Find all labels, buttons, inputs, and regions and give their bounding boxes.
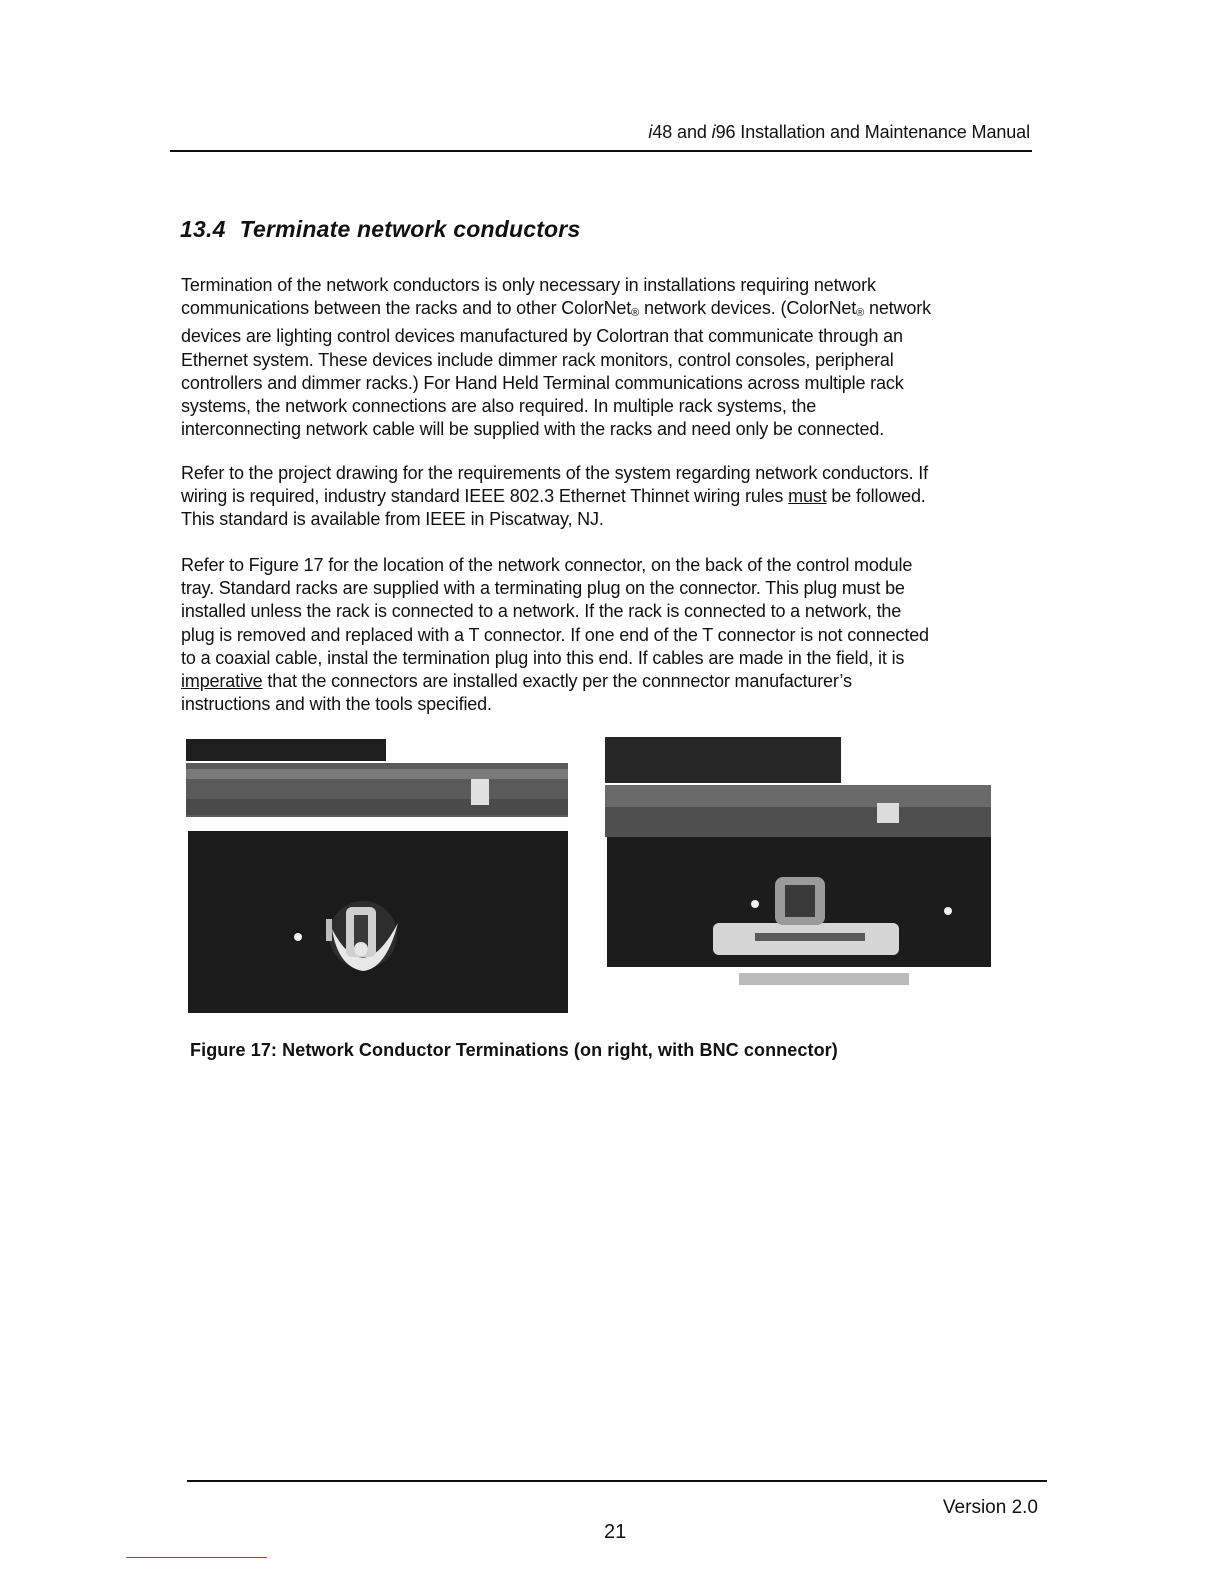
paragraph-termination	[181, 274, 1031, 441]
p3-line: Refer to Figure 17 for the location of the network connector, on the back of the control module	[181, 555, 913, 575]
p2-text: be followed.	[826, 486, 926, 507]
p3-line: instructions and with the tools specified.	[181, 694, 492, 715]
p1-text: communications between the racks and to other ColorNet	[181, 298, 632, 319]
p1-text: network	[864, 298, 931, 319]
version-label: Version 2.0	[942, 1497, 1038, 1518]
p3-text: that the connectors are installed exactly per the connnector manufacturer’s	[262, 671, 852, 692]
p1-line: controllers and dimmer racks.) For Hand Held Terminal communications across multiple rack	[181, 372, 904, 393]
p1-line	[181, 297, 1031, 325]
photo-right-image	[605, 737, 993, 999]
p1-line: interconnecting network cable will be supplied with the racks and need only be connected.	[181, 419, 885, 440]
header-i-1: i	[648, 122, 653, 142]
photo-terminating-plug	[186, 739, 570, 1013]
section-number: 13.4	[180, 216, 226, 242]
figure-caption: Figure 17: Network Conductor Terminations (on right, with BNC connector)	[190, 1040, 838, 1060]
page-number: 21	[604, 1521, 627, 1543]
paragraph-project-drawing	[181, 462, 1031, 532]
p1-line: devices are lighting control devices manufactured by Colortran that communicate through an	[181, 326, 903, 347]
registered-mark: ®	[631, 307, 640, 320]
p3-line	[181, 670, 1031, 693]
p2-line: This standard is available from IEEE in Piscatway, NJ.	[181, 509, 604, 530]
p2-line: Refer to the project drawing for the requirements of the system regarding network conductors. If	[181, 463, 928, 483]
p1-line: Termination of the network conductors is only necessary in installations requiring network	[181, 275, 876, 295]
p3-line: installed unless the rack is connected to a network. If the rack is connected to a network, the	[181, 601, 902, 622]
p2-text: wiring is required, industry standard IEEE 802.3 Ethernet Thinnet wiring rules	[181, 486, 789, 507]
p1-text: network devices. (ColorNet	[639, 298, 857, 319]
section-title: Terminate network conductors	[239, 216, 581, 242]
photo-left-image	[186, 739, 570, 1013]
p2-line	[181, 485, 1031, 508]
paragraph-figure-reference	[181, 554, 1031, 716]
running-header	[170, 122, 1030, 143]
underlined-imperative: imperative	[181, 671, 263, 692]
header-rule	[170, 150, 1032, 152]
blue-underline-mark	[126, 1557, 267, 1558]
underlined-must: must	[788, 486, 827, 507]
p1-line: systems, the network connections are also required. In multiple rack systems, the	[181, 396, 817, 417]
photo-bnc-t-connector	[605, 737, 993, 999]
p3-line: plug is removed and replaced with a T connector. If one end of the T connector is not connected	[181, 624, 929, 645]
footer-rule	[187, 1480, 1047, 1482]
header-i-2: i	[711, 122, 716, 142]
header-manual-title: 96 Installation and Maintenance Manual	[715, 122, 1030, 142]
p3-line: to a coaxial cable, instal the termination plug into this end. If cables are made in the field, it is	[181, 647, 905, 668]
section-heading	[180, 216, 580, 243]
p1-line: Ethernet system. These devices include dimmer rack monitors, control consoles, peripheral	[181, 349, 894, 370]
registered-mark: ®	[856, 307, 865, 320]
header-model-1: 48 and	[652, 122, 712, 142]
p3-line: tray. Standard racks are supplied with a terminating plug on the connector. This plug must be	[181, 578, 905, 599]
